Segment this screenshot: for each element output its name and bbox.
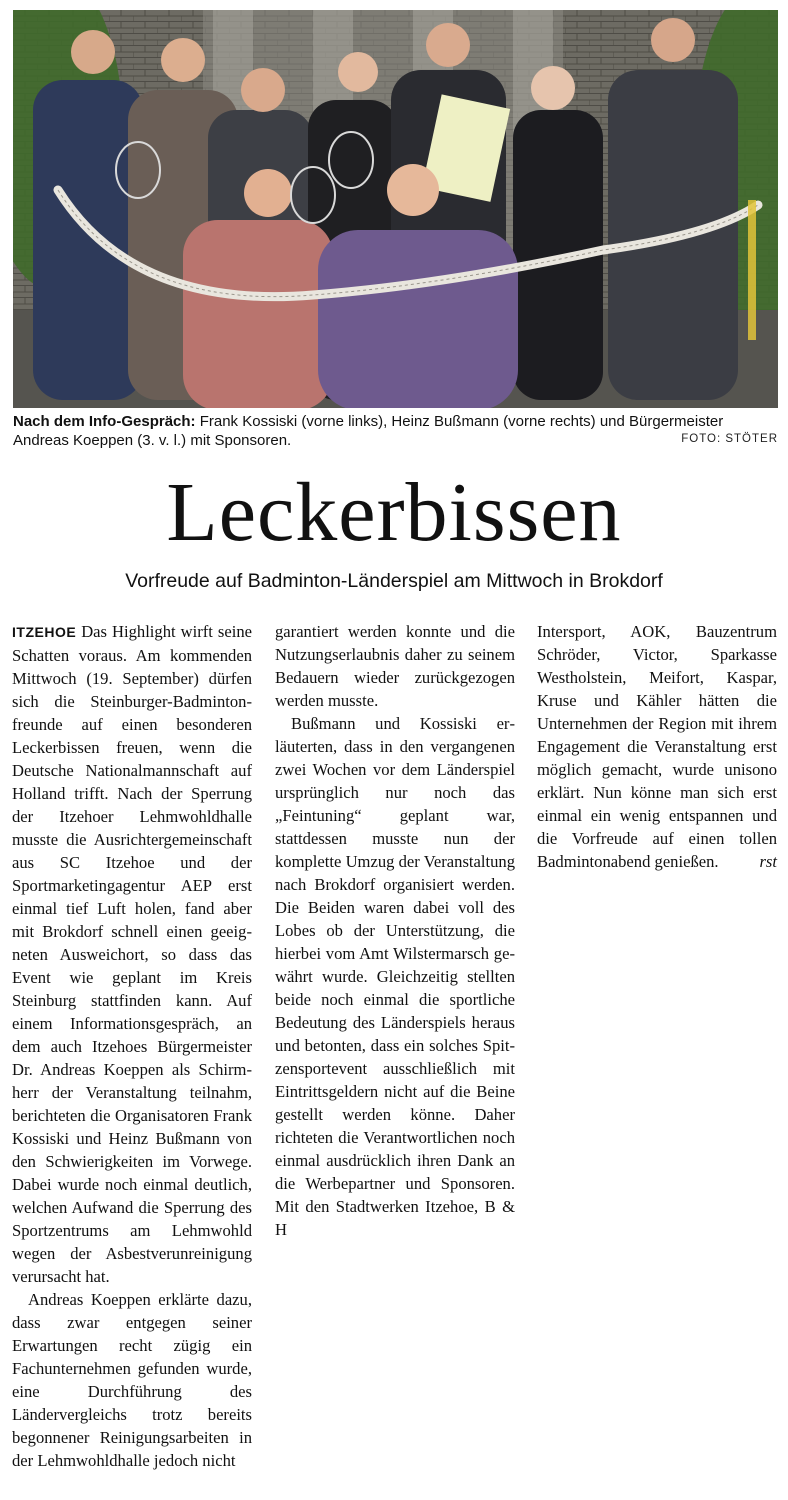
author-initials: rst — [759, 852, 777, 871]
paragraph-3: Bußmann und Kossiski erläuterten, dass in den vergangenen zwei Wochen vor dem Länderspiel ursprünglich nur noch das „Feintuning“ geplant war, stattdessen musste nun der komplette Umzug der Veranstaltung nach Brokdorf organisiert werden. Die Beiden waren dabei voll des Lobes ob der Unterstützung, die hierbei vom Amt Wilstermarsch gewährt wurde. Gleichzeitig stellten beide noch einmal die sportliche Bedeutung des Länderspiels heraus und betonten, dass ein solches Spitzensportevent ausschließlich mit Eintrittsgeldern nicht auf die Beine gestellt werden könne. Daher richteten die Verantwortlichen noch einmal ausdrücklich ihren Dank an die Werbepartner und Sponsoren. Mit den Stadtwerken Itzehoe, B & H — [275, 714, 515, 1239]
paragraph-3-continued-text: Intersport, AOK, Bauzentrum Schröder, Victor, Sparkasse Westholstein, Meifort, Kaspar, Kruse und Kähler hätten die Unternehmen der Region mit ihrem Engagement die Veranstaltung erst möglich gemacht, wurde unisono erklärt. Nun könne man sich erst einmal ein wenig entspannen und die Vorfreude auf einen tollen Badmintonabend genießen. — [537, 622, 777, 871]
article-column-2 — [275, 620, 515, 1241]
paragraph-2-continued: garantiert werden konnte und die Nutzungserlaubnis daher zu seinem Bedauern wieder zurückgezogen werden musste. — [275, 622, 515, 710]
group-photo-illustration — [13, 10, 778, 408]
paragraph-2: Andreas Koeppen erklärte dazu, dass zwar entgegen seiner Erwartungen recht zügig ein Fachunternehmen gefunden wurde, eine Durchführung des Ländervergleichs trotz bereits begonnener Reinigungsarbeiten in der Lehmwohldhalle jedoch nicht — [12, 1290, 252, 1470]
photo-credit: FOTO: STÖTER — [681, 433, 778, 445]
subheadline: Vorfreude auf Badminton-Länderspiel am Mittwoch in Brokdorf — [125, 570, 663, 592]
dateline: ITZEHOE — [12, 624, 77, 640]
article-column-3 — [537, 620, 777, 873]
paragraph-1 — [12, 620, 252, 1288]
caption-lead: Nach dem Info-Gespräch: — [13, 413, 196, 430]
article-column-1 — [12, 620, 252, 1472]
paragraph-3-continued — [537, 620, 777, 873]
caption-text: Frank Kossiski (vorne links), Heinz Bußmann (vorne rechts) und Bürgermeister Andreas Koeppen (3. v. l.) mit Sponsoren. — [13, 413, 724, 449]
article-photo — [13, 10, 778, 408]
paragraph-1-text: Das Highlight wirft seine Schatten voraus. Am kommenden Mittwoch (19. September) dürfen sich die Steinburger-Badmintonfreunde auf einen besonderen Leckerbissen freuen, wenn die Deutsche Nationalmannschaft auf Holland trifft. Nach der Sperrung der Itzehoer Lehmwohldhalle musste die Ausrichtergemeinschaft aus SC Itzehoe und der Sportmarketingagentur AEP erst einmal tief Luft holen, fand aber mit Brokdorf schnell einen geeigneten Ausweichort, so dass das Event wie geplant im Kreis Steinburg stattfinden kann. Auf einem Informationsgespräch, an dem auch Itzehoes Bürgermeister Dr. Andreas Koeppen als Schirmherr der Veranstaltung teilnahm, berichteten die Organisatoren Frank Kossiski und Heinz Bußmann von den Schwierigkeiten im Vorwege. Dabei wurde noch einmal deutlich, welchen Aufwand die Sperrung des Sportzentrums am Lehmwohld wegen der Asbestverunreinigung verursacht hat. — [12, 622, 252, 1286]
headline: Leckerbissen — [166, 466, 622, 559]
photo-caption — [13, 412, 778, 450]
